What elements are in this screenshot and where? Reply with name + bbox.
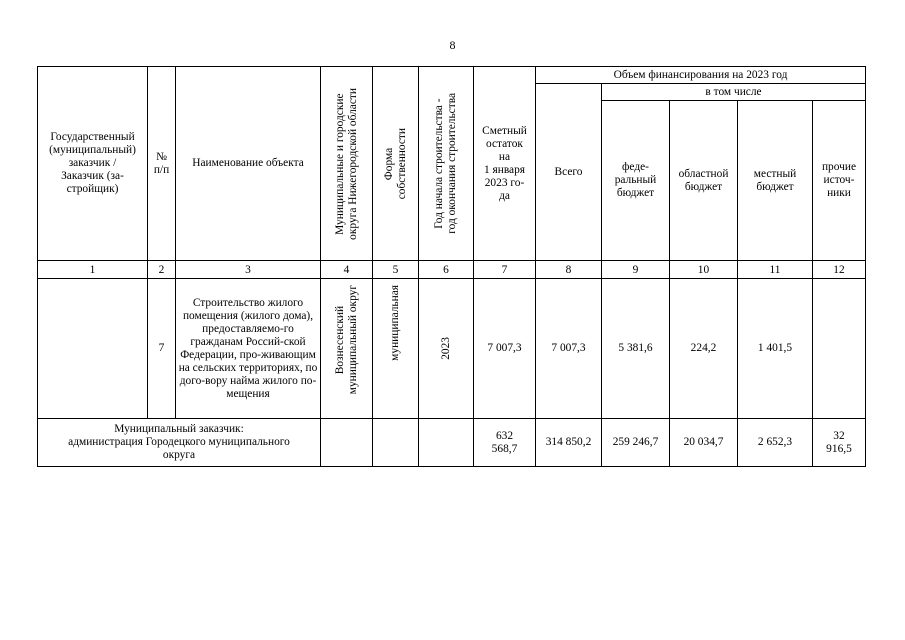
- summary-empty: [419, 419, 474, 467]
- page-number: 8: [449, 38, 456, 52]
- col-number: 12: [813, 261, 866, 279]
- col-number: 2: [148, 261, 176, 279]
- col-number: 8: [536, 261, 602, 279]
- row-years: 2023: [419, 279, 474, 419]
- summary-regional: 20 034,7: [670, 419, 738, 467]
- summary-label: Муниципальный заказчик: администрация Городецкого муниципального округа: [38, 419, 321, 467]
- summary-empty: [321, 419, 373, 467]
- header-local: местный бюджет: [738, 101, 813, 261]
- row-object-name: Строительство жилого помещения (жилого дома), предоставляемо-го гражданам Россий-ской Федерации, про-живающим на сельских территориях, по дого-вору найма жилого по-мещения: [176, 279, 321, 419]
- row-estimate: 7 007,3: [474, 279, 536, 419]
- row-regional: 224,2: [670, 279, 738, 419]
- summary-empty: [373, 419, 419, 467]
- header-object-name: Наименование объекта: [176, 67, 321, 261]
- header-municipality: Муниципальные и городские округа Нижегородской области: [321, 67, 373, 261]
- summary-row: [38, 419, 866, 467]
- header-federal: феде- ральный бюджет: [602, 101, 670, 261]
- row-num: 7: [148, 279, 176, 419]
- col-number: 10: [670, 261, 738, 279]
- table-row: [38, 279, 866, 419]
- summary-federal: 259 246,7: [602, 419, 670, 467]
- col-number: 9: [602, 261, 670, 279]
- header-ownership: Форма собственности: [373, 67, 419, 261]
- row-other: [813, 279, 866, 419]
- column-numbers-row: [38, 261, 866, 279]
- header-num: № п/п: [148, 67, 176, 261]
- col-number: 3: [176, 261, 321, 279]
- row-municipality: Вознесенский муниципальный округ: [321, 279, 373, 419]
- row-local: 1 401,5: [738, 279, 813, 419]
- header-financing: Объем финансирования на 2023 год: [536, 67, 866, 84]
- financing-table: [37, 66, 866, 467]
- header-estimate: Сметный остаток на 1 января 2023 го- да: [474, 67, 536, 261]
- header-other: прочие источ- ники: [813, 101, 866, 261]
- header-total: Всего: [536, 84, 602, 261]
- col-number: 7: [474, 261, 536, 279]
- row-federal: 5 381,6: [602, 279, 670, 419]
- col-number: 1: [38, 261, 148, 279]
- row-customer: [38, 279, 148, 419]
- col-number: 11: [738, 261, 813, 279]
- summary-other: 32 916,5: [813, 419, 866, 467]
- row-ownership: муниципальная: [373, 279, 419, 419]
- row-total: 7 007,3: [536, 279, 602, 419]
- header-including: в том числе: [602, 84, 866, 101]
- col-number: 6: [419, 261, 474, 279]
- header-years: Год начала строительства - год окончания строительства: [419, 67, 474, 261]
- col-number: 4: [321, 261, 373, 279]
- summary-local: 2 652,3: [738, 419, 813, 467]
- header-regional: областной бюджет: [670, 101, 738, 261]
- header-customer: Государственный (муниципальный) заказчик / Заказчик (за- стройщик): [38, 67, 148, 261]
- summary-estimate: 632 568,7: [474, 419, 536, 467]
- col-number: 5: [373, 261, 419, 279]
- summary-total: 314 850,2: [536, 419, 602, 467]
